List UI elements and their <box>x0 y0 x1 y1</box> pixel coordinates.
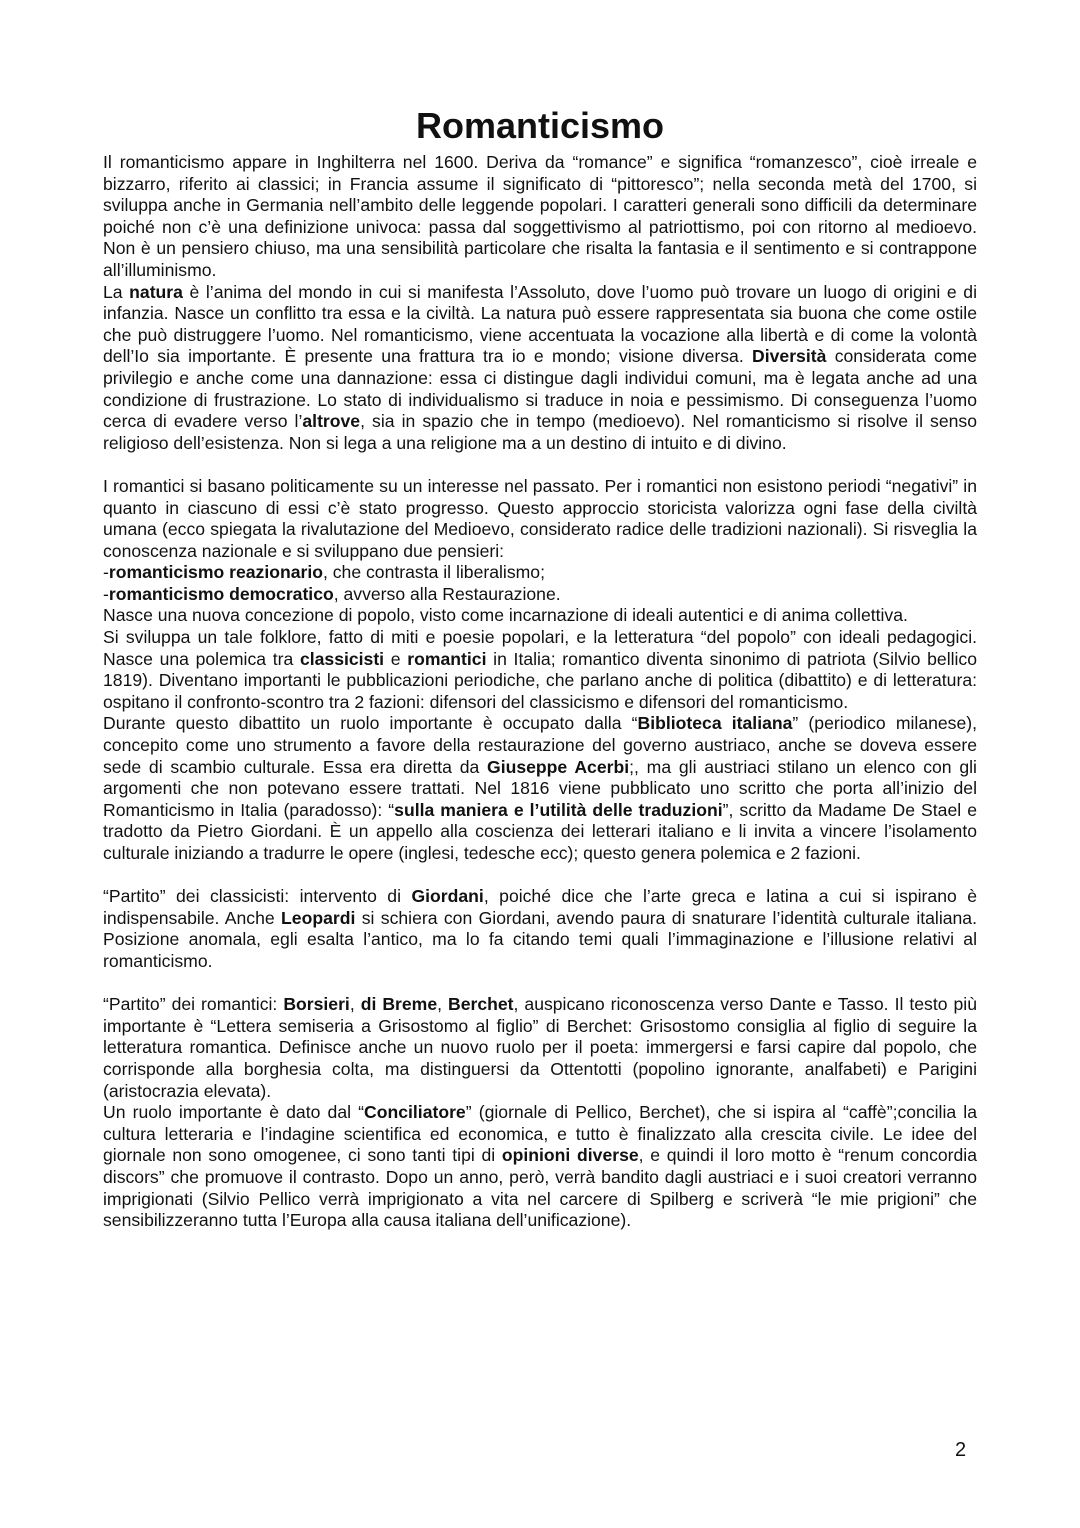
text-run: “Partito” dei classicisti: intervento di <box>103 886 412 907</box>
text-run: Il romanticismo appare in Inghilterra nel 1600. Deriva da “romance” e significa “romanzesco”, cioè irreale e bizzarro, riferito ai classici; in Francia assume il significato di “pittoresco”; nella seconda metà del 1700, si sviluppa anche in Germania nell’ambito delle leggende popolari. I caratteri generali sono difficili da determinare poiché non c’è una definizione univoca: passa dal soggettivismo al patriottismo, poi con ritorno al medioevo. Non è un pensiero chiuso, ma una sensibilità particolare che risalta la fantasia e il sentimento e si contrappone all’illuminismo. <box>103 152 977 280</box>
bold-term: Borsieri <box>283 994 350 1015</box>
paragraph <box>103 886 977 972</box>
bold-term: di Breme <box>360 994 438 1015</box>
bold-term: Berchet <box>448 994 514 1015</box>
paragraph <box>103 584 977 606</box>
text-run: - <box>103 562 109 583</box>
text-run: , <box>437 994 448 1015</box>
text-run: Un ruolo importante è dato dal “ <box>103 1102 365 1123</box>
paragraph <box>103 994 977 1102</box>
paragraph-gap <box>103 454 977 476</box>
bold-term: classicisti <box>299 648 385 669</box>
text-run: ” (giornale di Pellico, Berchet), che si ispira al “caffè”;concilia la cultura letteraria e l’indagine scientifica ed economica, e tutto è finalizzato alla crescita civile. Le idee del giornale non sono omogenee, ci sono tanti tipi di <box>103 1102 977 1166</box>
bold-term: Leopardi <box>281 907 356 928</box>
page-title: Romanticismo <box>415 105 665 146</box>
paragraph-gap <box>103 973 977 995</box>
text-run: I romantici si basano politicamente su un interesse nel passato. Per i romantici non esistono periodi “negativi” in quanto in ciascuno di essi c’è stato progresso. Questo approccio storicista valorizza ogni fase della civiltà umana (ecco spiegata la rivalutazione del Medioevo, considerato radice delle tradizioni nazionali). Si risveglia la conoscenza nazionale e si sviluppano due pensieri: <box>103 475 977 561</box>
text-run: considerata come privilegio e anche come una dannazione: essa ci distingue dagli individui comuni, ma è legata anche ad una condizione di frustrazione. Lo stato di individualismo si traduce in noia e pessimismo. Di conseguenza l’uomo cerca di evadere verso l’ <box>103 346 978 432</box>
bold-term: Giordani <box>411 886 484 907</box>
text-run: , avverso alla Restaurazione. <box>333 583 561 604</box>
page-number: 2 <box>955 1439 967 1461</box>
paragraph <box>103 713 977 864</box>
text-run: , poiché dice che l’arte greca e latina a cui si ispirano è indispensabile. Anche <box>103 886 978 928</box>
bold-term: Diversità <box>752 346 827 367</box>
text-run: La <box>103 281 130 302</box>
paragraph-gap <box>103 865 977 887</box>
bold-term: natura <box>129 281 183 302</box>
bold-term: romantici <box>407 648 487 669</box>
paragraph <box>103 562 977 584</box>
text-run: ”, scritto da Madame De Stael e tradotto da Pietro Giordani. È un appello alla coscienza dei letterari italiano e li invita a vincere l’isolamento culturale iniziando a tradurre le opere (inglesi, tedesche ecc); questo genera polemica e 2 fazioni. <box>103 799 977 863</box>
text-run: , e quindi il loro motto è “renum concordia discors” che promuove il contrasto. Dopo un anno, però, verrà bandito dagli austriaci e i suoi creatori verranno imprigionati (Silvio Pellico verrà imprigionato a vita nel carcere di Spilberg e scriverà “le mie prigioni” che sensibilizzeranno tutta l’Europa alla causa italiana dell’unificazione). <box>103 1145 977 1231</box>
paragraph <box>103 1102 977 1232</box>
text-run: , <box>349 994 361 1015</box>
text-run: e <box>384 648 408 669</box>
text-run: - <box>103 583 109 604</box>
document-body <box>103 152 977 1232</box>
text-run: Durante questo dibattito un ruolo importante è occupato dalla “ <box>103 713 638 734</box>
bold-term: Biblioteca italiana <box>637 713 793 734</box>
paragraph <box>103 605 977 627</box>
bold-term: Giuseppe Acerbi <box>487 756 630 777</box>
bold-term: Conciliatore <box>364 1102 466 1123</box>
text-run: ;, ma gli austriaci stilano un elenco con gli argomenti che non potevano essere trattati. Nel 1816 viene pubblicato uno scritto che porta all’inizio del Romanticismo in Italia (paradosso): “ <box>103 756 977 820</box>
text-run: , sia in spazio che in tempo (medioevo). Nel romanticismo si risolve il senso religioso dell’esistenza. Non si lega a una religione ma a un destino di intuito e di divino. <box>103 411 977 453</box>
paragraph <box>103 282 977 455</box>
bold-term: altrove <box>302 411 361 432</box>
document-page <box>103 104 977 1232</box>
text-run: , che contrasta il liberalismo; <box>322 562 545 583</box>
bold-term: opinioni diverse <box>501 1145 639 1166</box>
paragraph <box>103 152 977 282</box>
text-run: ” (periodico milanese), concepito come uno strumento a favore della restaurazione del governo austriaco, anche se doveva essere sede di scambio culturale. Essa era diretta da <box>103 713 977 777</box>
paragraph <box>103 627 977 713</box>
bold-term: sulla maniera e l’utilità delle traduzioni <box>394 799 723 820</box>
text-run: Si sviluppa un tale folklore, fatto di miti e poesie popolari, e la letteratura “del popolo” con ideali pedagogici. Nasce una polemica tra <box>103 627 977 669</box>
bold-term: romanticismo democratico <box>108 583 334 604</box>
bold-term: romanticismo reazionario <box>108 562 323 583</box>
text-run: “Partito” dei romantici: <box>103 994 284 1015</box>
text-run: è l’anima del mondo in cui si manifesta l’Assoluto, dove l’uomo può trovare un luogo di origini e di infanzia. Nasce un conflitto tra essa e la civiltà. La natura può essere rappresentata sia buona che come ostile che può distruggere l’uomo. Nel romanticismo, viene accentuata la vocazione alla libertà e di come la volontà dell’Io sia importante. È presente una frattura tra io e mondo; visione diversa. <box>103 281 977 367</box>
text-run: si schiera con Giordani, avendo paura di snaturare l’identità culturale italiana. Posizione anomala, egli esalta l’antico, ma lo fa citando temi quali l’immaginazione e l’illusione relativi al romanticismo. <box>103 907 977 971</box>
paragraph <box>103 476 977 562</box>
text-run: in Italia; romantico diventa sinonimo di patriota (Silvio bellico 1819). Diventano importanti le pubblicazioni periodiche, che parlano anche di politica (dibattito) e di letteratura: ospitano il confronto-scontro tra 2 fazioni: difensori del classicismo e difensori del romanticismo. <box>103 648 978 712</box>
text-run: , auspicano riconoscenza verso Dante e Tasso. Il testo più importante è “Lettera semiseria a Grisostomo al figlio” di Berchet: Grisostomo consiglia al figlio di seguire la letteratura romantica. Definisce anche un nuovo ruolo per il poeta: immergersi e farsi capire dal popolo, che corrisponde alla borghesia colta, ma distinguersi da Ottentotti (popolino ignorante, analfabeti) e Parigini (aristocrazia elevata). <box>103 994 977 1101</box>
text-run: Nasce una nuova concezione di popolo, visto come incarnazione di ideali autentici e di anima collettiva. <box>103 605 908 626</box>
